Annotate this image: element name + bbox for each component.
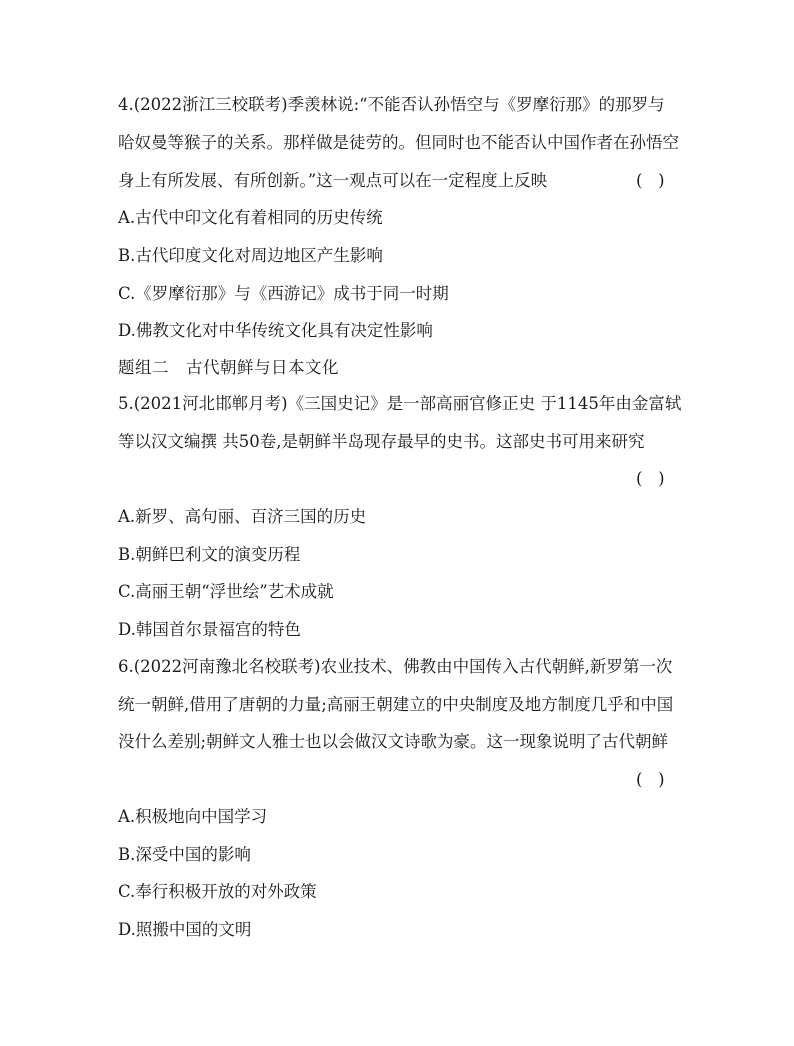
q6-option-a: A.积极地向中国学习 — [118, 807, 268, 826]
q4-option-b: B.古代印度文化对周边地区产生影响 — [118, 246, 383, 265]
q4-stem-line-1: 4.(2022浙江三校联考)季羡林说:“不能否认孙悟空与《罗摩衍那》的那罗与 — [118, 95, 665, 114]
q4-stem-line-3: 身上有所发展、有所创新。”这一观点可以在一定程度上反映 — [118, 171, 548, 190]
q5-option-d: D.韩国首尔景福宫的特色 — [118, 620, 301, 639]
q6-stem-line-1: 6.(2022河南豫北名校联考)农业技术、佛教由中国传入古代朝鲜,新罗第一次 — [118, 657, 673, 676]
q5-option-c: C.高丽王朝“浮世绘”艺术成就 — [118, 582, 334, 601]
q5-stem-line-2: 等以汉文编撰 共50卷,是朝鲜半岛现存最早的史书。这部史书可用来研究 — [118, 432, 645, 451]
q4-option-d: D.佛教文化对中华传统文化具有决定性影响 — [118, 321, 433, 340]
q6-option-b: B.深受中国的影响 — [118, 845, 251, 864]
q6-option-c: C.奉行积极开放的对外政策 — [118, 882, 317, 901]
q6-option-d: D.照搬中国的文明 — [118, 920, 252, 939]
q4-option-a: A.古代中印文化有着相同的历史传统 — [118, 208, 383, 227]
q4-option-c: C.《罗摩衍那》与《西游记》成书于同一时期 — [118, 284, 449, 303]
q5-answer-paren: ( ) — [636, 469, 665, 488]
section-heading: 题组二 古代朝鲜与日本文化 — [118, 358, 339, 377]
q6-stem-line-3: 没什么差别;朝鲜文人雅士也以会做汉文诗歌为豪。这一现象说明了古代朝鲜 — [118, 732, 669, 751]
q5-option-b: B.朝鲜巴利文的演变历程 — [118, 545, 301, 564]
q4-stem-line-2: 哈奴曼等猴子的关系。那样做是徒劳的。但同时也不能否认中国作者在孙悟空 — [118, 133, 679, 152]
q6-answer-paren: ( ) — [636, 770, 665, 789]
q5-stem-line-1: 5.(2021河北邯郸月考)《三国史记》是一部高丽官修正史 于1145年由金富轼 — [118, 394, 682, 413]
q4-answer-paren: ( ) — [636, 171, 665, 190]
q5-option-a: A.新罗、高句丽、百济三国的历史 — [118, 507, 367, 526]
q6-stem-line-2: 统一朝鲜,借用了唐朝的力量;高丽王朝建立的中央制度及地方制度几乎和中国 — [118, 695, 674, 714]
